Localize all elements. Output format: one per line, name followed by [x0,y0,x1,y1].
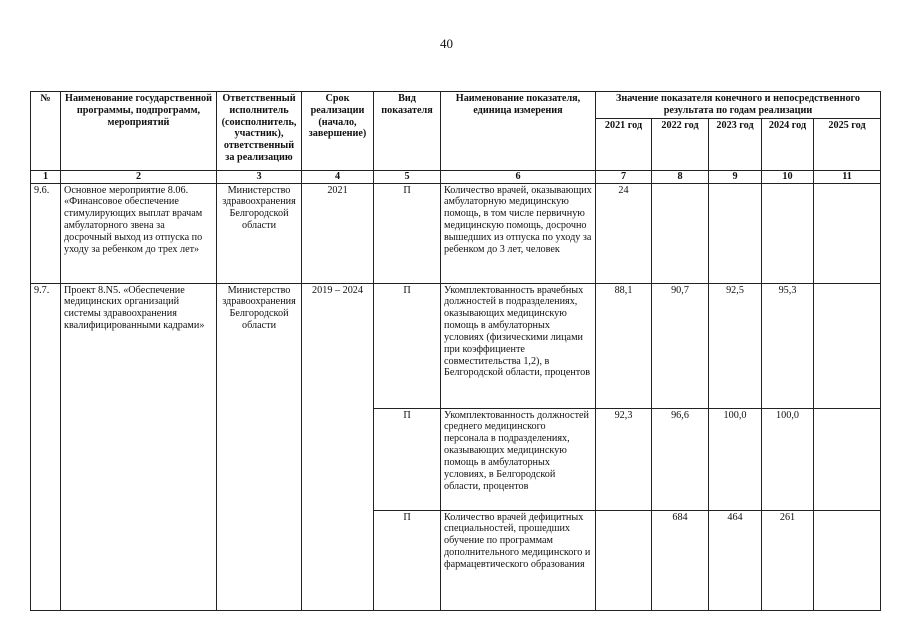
value-2021 [596,510,652,610]
header-no: № [31,92,61,171]
value-2023 [709,183,762,283]
column-number: 11 [814,170,881,183]
responsible-executor: Министерство здравоохранения Белгородской области [217,183,302,283]
header-year-2023: 2023 год [709,118,762,170]
header-type: Вид показателя [374,92,441,171]
indicators-table [30,91,881,611]
value-2024 [762,183,814,283]
page-number: 40 [440,36,453,51]
value-2021: 92,3 [596,408,652,510]
value-2022: 684 [652,510,709,610]
header-values-group: Значение показателя конечного и непосредственного результата по годам реализации [596,92,881,119]
value-2022 [652,183,709,283]
row-number: 9.6. [31,183,61,283]
indicator-type: П [374,408,441,510]
column-number: 8 [652,170,709,183]
measure-name: Проект 8.N5. «Обеспечение медицинских организаций системы здравоохранения квалифицированными кадрами» [61,283,217,610]
indicator-type: П [374,183,441,283]
value-2023: 100,0 [709,408,762,510]
column-number: 9 [709,170,762,183]
indicator-name: Количество врачей, оказывающих амбулаторную медицинскую помощь, в том числе первичную медицинскую помощь, досрочно вышедших из отпуска по уходу за ребенком до 3 лет, человек [441,183,596,283]
value-2022: 90,7 [652,283,709,408]
measure-name: Основное мероприятие 8.06. «Финансовое обеспечение стимулирующих выплат врачам амбулаторного звена за досрочный выход из отпуска по уходу за ребенком до трех лет» [61,183,217,283]
value-2025 [814,408,881,510]
header-year-2025: 2025 год [814,118,881,170]
value-2023: 464 [709,510,762,610]
row-number: 9.7. [31,283,61,610]
indicator-name: Укомплектованность должностей среднего медицинского персонала в подразделениях, оказывающих медицинскую помощь в амбулаторных условиях, в Белгородской области, процентов [441,408,596,510]
column-number: 4 [302,170,374,183]
value-2025 [814,510,881,610]
header-responsible: Ответственный исполнитель (соисполнитель, участник), ответственный за реализацию [217,92,302,171]
column-number: 7 [596,170,652,183]
responsible-executor: Министерство здравоохранения Белгородской области [217,283,302,610]
header-name: Наименование государственной программы, подпрограмм, мероприятий [61,92,217,171]
value-2024: 100,0 [762,408,814,510]
column-number: 10 [762,170,814,183]
column-number: 3 [217,170,302,183]
value-2024: 261 [762,510,814,610]
value-2023: 92,5 [709,283,762,408]
column-number: 6 [441,170,596,183]
table-row [31,283,881,408]
column-number: 1 [31,170,61,183]
value-2021: 88,1 [596,283,652,408]
table-row [31,183,881,283]
value-2021: 24 [596,183,652,283]
header-year-2024: 2024 год [762,118,814,170]
value-2025 [814,283,881,408]
indicator-name: Количество врачей дефицитных специальностей, прошедших обучение по программам дополнительного медицинского и фармацевтического образования [441,510,596,610]
value-2024: 95,3 [762,283,814,408]
column-number: 2 [61,170,217,183]
implementation-term: 2021 [302,183,374,283]
header-indicator: Наименование показателя, единица измерения [441,92,596,171]
indicator-type: П [374,283,441,408]
header-year-2021: 2021 год [596,118,652,170]
indicator-name: Укомплектованность врачебных должностей в подразделениях, оказывающих медицинскую помощь в амбулаторных условиях (физическими лицами при коэффициенте совместительства 1,2), в Белгородской области, процентов [441,283,596,408]
column-number: 5 [374,170,441,183]
header-term: Срок реализации (начало, завершение) [302,92,374,171]
value-2025 [814,183,881,283]
implementation-term: 2019 – 2024 [302,283,374,610]
indicator-type: П [374,510,441,610]
column-numbers-row [31,170,881,183]
value-2022: 96,6 [652,408,709,510]
header-year-2022: 2022 год [652,118,709,170]
